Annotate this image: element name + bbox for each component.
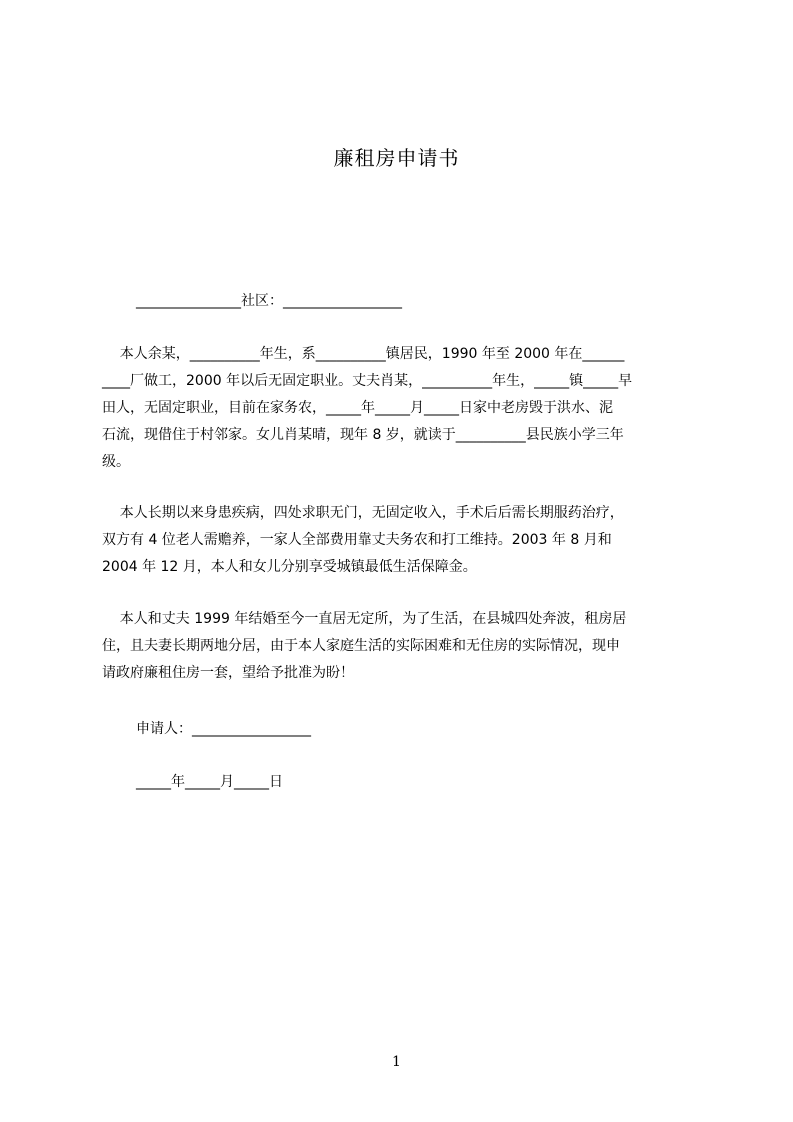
para1-line-5: 级。 [102, 454, 130, 470]
para2-line-1: 本人长期以来身患疾病，四处求职无门，无固定收入，手术后后需长期服药治疗， [102, 505, 624, 521]
para3-line-3: 请政府廉租住房一套，望给予批准为盼！ [102, 665, 354, 681]
applicant-line: 申请人：_________________ [136, 721, 311, 737]
para1-line-2: ____厂做工，2000 年以后无固定职业。丈夫肖某，__________年生，_____镇_____早 [102, 373, 633, 389]
para2-line-2: 双方有 4 位老人需赡养，一家人全部费用靠丈夫务农和打工维持。2003 年 8 月和 [102, 532, 612, 548]
date-line: _____年_____月_____日 [136, 774, 283, 790]
para1-line-3: 田人，无固定职业，目前在家务农，_____年_____月_____日家中老房毁于洪水、泥 [102, 400, 613, 416]
para3-line-2: 住，且夫妻长期两地分居，由于本人家庭生活的实际困难和无住房的实际情况，现申 [102, 638, 620, 654]
para1-line-4: 石流，现借住于村邻家。女儿肖某晴，现年 8 岁，就读于__________县民族小学三年 [102, 427, 624, 443]
para3-line-1: 本人和丈夫 1999 年结婚至今一直居无定所，为了生活，在县城四处奔波，租房居 [102, 611, 627, 627]
community-line: _______________社区：_________________ [136, 293, 402, 309]
para1-line-1: 本人余某，__________年生，系__________镇居民，1990 年至 2000 年在______ [102, 346, 625, 362]
page-number: 1 [392, 1054, 401, 1070]
para2-line-3: 2004 年 12 月，本人和女儿分别享受城镇最低生活保障金。 [102, 559, 477, 575]
document-title: 廉租房申请书 [333, 146, 460, 170]
